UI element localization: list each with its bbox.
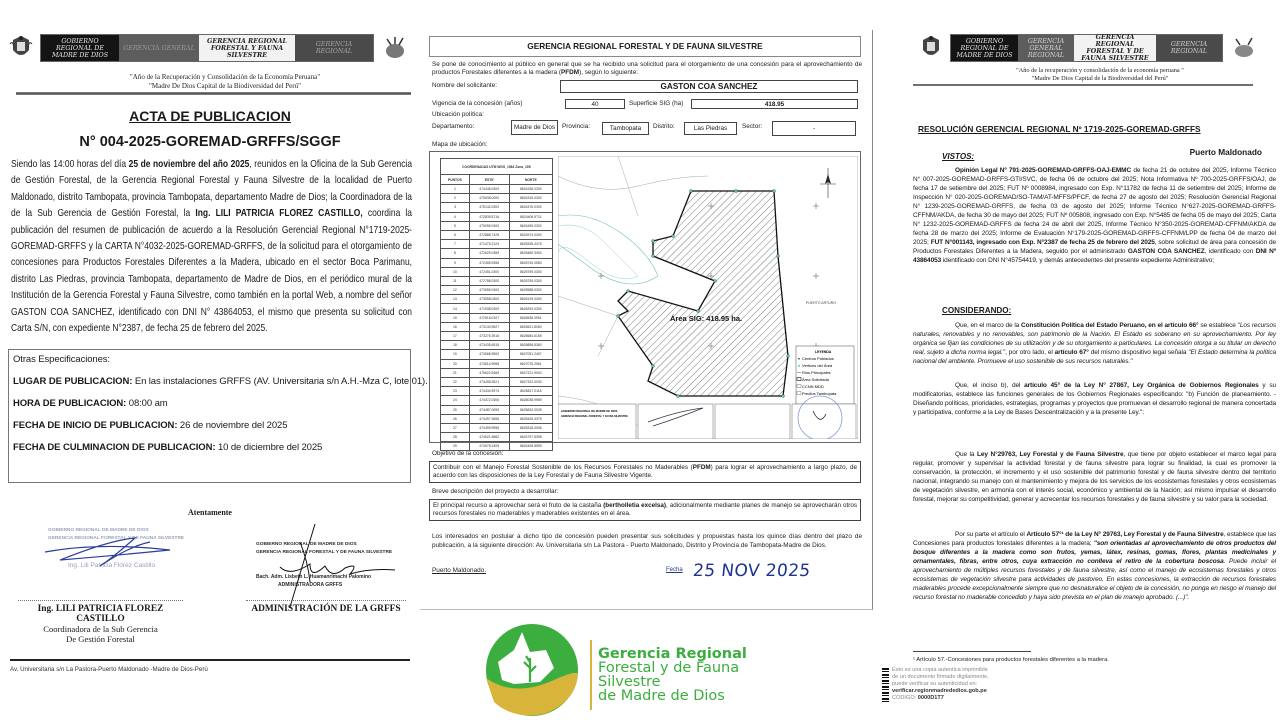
este-cell: 473568.9500 bbox=[469, 350, 509, 359]
stamp-2-line-2: GERENCIA REGIONAL FORESTAL Y DE FAUNA SILVESTRE bbox=[256, 550, 393, 555]
madre-de-dios-emblem-icon bbox=[1231, 33, 1257, 63]
point-cell: 4 bbox=[441, 212, 470, 221]
considerando-paragraph-4 bbox=[913, 531, 1276, 603]
description-text: , adicionalmente mediante planes de manejo se aprovecharán otros recursos forestales no maderables y maderables existentes en el área. bbox=[433, 502, 857, 517]
signatory-1-name: Ing. LILI PATRICIA FLOREZ CASTILLO bbox=[37, 604, 164, 624]
signature-2-scribble bbox=[250, 522, 400, 612]
c1-text: del mismo dispositivo legal señala bbox=[1088, 348, 1189, 356]
coordinate-row bbox=[441, 396, 553, 405]
point-cell: 8 bbox=[441, 249, 470, 258]
considerando-paragraph-2 bbox=[913, 382, 1276, 418]
considerando-paragraph-3 bbox=[913, 451, 1276, 505]
specifications-box bbox=[8, 349, 428, 483]
coordinate-row bbox=[441, 414, 553, 423]
letterhead-band-grffs: GERENCIA REGIONAL FORESTAL Y DE FAUNA SILVESTRE bbox=[1074, 35, 1156, 61]
norte-cell: 8625480.9454 bbox=[509, 249, 552, 258]
aviso-intro bbox=[432, 61, 862, 77]
point-cell: 13 bbox=[441, 295, 470, 304]
c3-bold: Ley N°29763, Ley Forestal y de Fauna Silvestre bbox=[977, 451, 1124, 458]
c4-quote: . Puede incluir el aprovechamiento de múltiples recursos forestales y de fauna silvestre, así como el manejo de ecosistemas forestales y otros ecosistemas de vegetación silvestre para actividades de pastoreo. En estas concesiones, la extracción de recursos forestales maderables procede excepcionalmente siempre que no desnaturalice el objeto de la concesión, no ponga en riesgo el manejo del recurso forestal no maderable concedido y haya sido prevista en el plan de manejo aprobado. (...)". bbox=[913, 557, 1276, 601]
este-cell: 475142.0300 bbox=[469, 203, 509, 212]
spec-row-lugar bbox=[13, 376, 428, 387]
este-cell: 473555.0300 bbox=[469, 286, 509, 295]
stamp-2-role: ADMINISTRADORA GRFFS bbox=[278, 582, 343, 588]
stamp-1-line-2: GERENCIA REGIONAL FORESTAL Y DE FAUNA SILVESTRE bbox=[48, 536, 185, 541]
coordinate-row bbox=[441, 359, 553, 368]
brand-text bbox=[598, 647, 800, 703]
point-cell: 24 bbox=[441, 396, 470, 405]
spec-row-culminacion bbox=[13, 442, 406, 453]
vistos-bold: Opinión Legal Nº 791-2025-GOREMAD-GRFFS-OAJ-EMMC bbox=[955, 167, 1132, 174]
coordinate-row bbox=[441, 221, 553, 230]
district-field: Las Piedras bbox=[684, 122, 737, 135]
legend-item-centros: Centros Poblados bbox=[802, 356, 834, 361]
este-cell: 474497.3656 bbox=[469, 414, 509, 423]
norte-cell: 8626817.0118 bbox=[509, 387, 552, 396]
coordinate-row bbox=[441, 313, 553, 322]
point-cell: 14 bbox=[441, 304, 470, 313]
spec-value: 26 de noviembre del 2025 bbox=[177, 420, 288, 431]
point-cell: 18 bbox=[441, 341, 470, 350]
este-cell: 474487.0055 bbox=[469, 405, 509, 414]
signature-1-scribble bbox=[40, 530, 180, 570]
department-label: Departamento: bbox=[432, 123, 475, 130]
footnote: ¹ Artículo 57.-Concesiones para productos forestales diferentes a la madera. bbox=[913, 657, 1109, 663]
acta-body-date: 25 de noviembre del año 2025 bbox=[128, 159, 250, 170]
coordinate-row bbox=[441, 185, 553, 194]
verify-code: 0000D1T7 bbox=[917, 695, 944, 701]
footer-rule bbox=[10, 659, 410, 661]
c1-bold-2: artículo 67° bbox=[1054, 348, 1089, 356]
legend-title: LEYENDA bbox=[815, 350, 832, 354]
validity-label: Vigencia de la concesión (años) bbox=[432, 100, 523, 107]
motto-line-2: "Madre De Dios Capital de la Biodiversidad del Perú" bbox=[1031, 74, 1169, 82]
objective-box bbox=[429, 461, 861, 483]
norte-cell: 8626129.0300 bbox=[509, 295, 552, 304]
header-rule bbox=[16, 92, 411, 95]
resolution-title: RESOLUCIÓN GERENCIAL REGIONAL Nº 1719-2025-GOREMAD-GRFFS bbox=[918, 124, 1201, 134]
c1-quote: "Los recursos naturales, renovables y no renovables, son patrimonio de la Nación. El Estado es soberano en su aprovechamiento. Por ley orgánica se fijan las condiciones de su utilización y de su otorgamiento a particulares. La concesión otorga a su titular un derecho real, sujeto a dicha norma legal." bbox=[913, 322, 1276, 356]
stamp-2-line-1: GOBIERNO REGIONAL DE MADRE DE DIOS bbox=[256, 542, 357, 547]
point-cell: 5 bbox=[441, 221, 470, 230]
norte-cell: 8625759.0300 bbox=[509, 276, 552, 285]
c1-bold: Constitución Política del Estado Peruano, en el artículo 66° bbox=[1021, 322, 1199, 329]
norte-cell: 8625740.0583 bbox=[509, 258, 552, 267]
este-cell: 471475.2124 bbox=[469, 240, 509, 249]
applicant-field: GASTON COA SANCHEZ bbox=[560, 80, 858, 93]
este-cell: 473435.6915 bbox=[469, 341, 509, 350]
c2-bold: artículo 45° de la Ley N° 27867, Ley Orgánica de Gobiernos Regionales bbox=[1024, 382, 1259, 389]
vistos-name: GASTON COA SANCHEZ bbox=[1127, 247, 1205, 255]
este-cell: 474434.9974 bbox=[469, 387, 509, 396]
motto-line-1: "Año de la recuperación y consolidación de la economía peruana " bbox=[1016, 67, 1184, 74]
acta-body bbox=[11, 157, 412, 337]
spec-label: HORA DE PUBLICACION: bbox=[13, 398, 127, 409]
spec-label: FECHA DE INICIO DE PUBLICACION: bbox=[13, 420, 178, 431]
este-cell: 472629.0385 bbox=[469, 249, 509, 258]
c4-bold: Artículo 57°¹ de la Ley N° 29763, Ley Forestal y de Fauna Silvestre bbox=[1026, 531, 1224, 538]
verify-line-3: puede verificar su autenticidad en: bbox=[892, 681, 978, 687]
point-cell: 20 bbox=[441, 359, 470, 368]
grffs-brand-logo bbox=[480, 618, 800, 720]
motto-line-2: "Madre De Dios Capital de la Biodiversidad del Perú" bbox=[149, 81, 301, 90]
considerando-paragraph-1 bbox=[913, 322, 1276, 367]
notice-text: Los interesados en postular a dicho tipo de concesión pueden presentar sus solicitudes y propuestas hasta los quince días dentro del plazo de publicación, a la siguiente dirección: Av. Universitaria s/n La Pastora - Puerto Maldonado, Distrito y Provincia de Tambopata-Madre de Dios. bbox=[432, 533, 862, 549]
resolucion-gerencial-document bbox=[880, 0, 1280, 720]
coordinate-row bbox=[441, 322, 553, 331]
forest-hand-logo-icon bbox=[484, 622, 580, 718]
point-cell: 27 bbox=[441, 423, 470, 432]
acta-body-text: , reunidos en la Oficina de la Sub Gerencia de Gestión Forestal, de la Gerencia Regional Forestal y Fauna Silvestre de la localidad de Puerto Maldonado, distrito Tambopata, provincia Tambopata, departamento Madre de Dios; la Coordinadora de la de la Sub Gerencia de Gestión Forestal, la bbox=[11, 159, 413, 220]
signatory-1-role: Coordinadora de la Sub Gerencia bbox=[43, 624, 158, 634]
este-cell: 472455.9356 bbox=[469, 258, 509, 267]
norte-cell: 8624574.0300 bbox=[509, 230, 552, 239]
este-cell: 472788.0300 bbox=[469, 276, 509, 285]
letterhead-band-gerencia-general: GERENCIA GENERAL bbox=[119, 35, 199, 61]
coordinate-row bbox=[441, 194, 553, 203]
norte-cell: 8625759.0300 bbox=[509, 267, 552, 276]
acta-body-text: Siendo las 14:00 horas del día bbox=[11, 159, 129, 170]
norte-cell: 8626858.8360 bbox=[509, 341, 552, 350]
map-label: Mapa de ubicación: bbox=[432, 141, 488, 148]
spec-value: En las instalaciones GRFFS (AV. Universitaria s/n A.H.-Mza C, lote 01). bbox=[132, 376, 428, 387]
column-header-este: ESTE bbox=[469, 175, 509, 185]
place-label: PUERTO ARTURO bbox=[806, 301, 836, 305]
norte-cell: 8624408.8559 bbox=[509, 442, 552, 451]
c3-text: , que tiene por objeto establecer el marco legal para regular, promover y supervisar la actividad forestal y de fauna silvestre para lograr su finalidad, la cual es promover la conservación, la protección, el incremento y el uso sostenible del patrimonio forestal y de fauna silvestre dentro del territorio nacional, integrando su manejo con el mantenimiento y mejora de los servicios de los ecosistemas forestales y otros ecosistemas de vegetación silvestre, en armonía con el interés social, económico y ambiental de la Nación; así mismo impulsar el desarrollo forestal, mejorar su competitividad, generar y acrecentar los recursos forestales y de fauna silvestre y su valor para la sociedad. bbox=[913, 451, 1276, 503]
legend-item-ccnn: CCNN MDD bbox=[802, 384, 824, 389]
point-cell: 2 bbox=[441, 194, 470, 203]
point-cell: 1 bbox=[441, 185, 470, 194]
letterhead-band-gobierno: GOBIERNO REGIONAL DE MADRE DE DIOS bbox=[41, 35, 119, 61]
letterhead-band-gerencia-regional: GERENCIA REGIONAL bbox=[1156, 35, 1222, 61]
vistos-text: identificado con DNI N°45754419, y demás antecedentes del presente expediente Administrativo; bbox=[941, 256, 1214, 264]
vistos-text: , sobre solicitud de área para concesión de Productos Forestales Diferentes a la Madera, seguido por el administrado bbox=[913, 238, 1276, 255]
este-cell: 473130.9527 bbox=[469, 322, 509, 331]
spec-value: 10 de diciembre del 2025 bbox=[215, 442, 323, 453]
footer-address: Av. Universitaria s/n La Pastora-Puerto Maldonado -Madre de Dios-Perú bbox=[10, 666, 208, 673]
legend-item-predios: Predios Tambopata bbox=[802, 391, 837, 396]
aviso-header: GERENCIA REGIONAL FORESTAL Y DE FAUNA SILVESTRE bbox=[429, 36, 861, 57]
norte-cell: 8624376.0300 bbox=[509, 203, 552, 212]
norte-cell: 8624336.0300 bbox=[509, 185, 552, 194]
point-cell: 25 bbox=[441, 405, 470, 414]
este-cell: 473614.9958 bbox=[469, 359, 509, 368]
brand-line-3: de Madre de Dios bbox=[598, 688, 725, 704]
point-cell: 17 bbox=[441, 332, 470, 341]
este-cell: 474578.2405 bbox=[469, 442, 509, 451]
norte-cell: 8626684.6165 bbox=[509, 332, 552, 341]
coordinate-row bbox=[441, 286, 553, 295]
aviso-intro-bold: PFDM bbox=[560, 69, 580, 76]
point-cell: 29 bbox=[441, 442, 470, 451]
sector-label: Sector: bbox=[742, 123, 763, 130]
considerando-heading: CONSIDERANDO: bbox=[942, 306, 1012, 315]
norte-cell: 8624797.5398 bbox=[509, 433, 552, 442]
vistos-label: VISTOS bbox=[942, 152, 972, 161]
norte-cell: 8625426.3375 bbox=[509, 414, 552, 423]
signatory-2 bbox=[246, 600, 406, 614]
coordinate-row bbox=[441, 230, 553, 239]
description-box bbox=[429, 499, 861, 521]
brand-separator bbox=[590, 640, 592, 710]
coordinate-row bbox=[441, 405, 553, 414]
objective-label: Objetivo de la concesión: bbox=[432, 450, 504, 457]
legend-item-rios: Rios Principales bbox=[802, 370, 831, 375]
map-legend bbox=[796, 346, 854, 404]
spec-label: FECHA DE CULMINACION DE PUBLICACION: bbox=[13, 442, 216, 453]
norte-cell: 8626521.8060 bbox=[509, 322, 552, 331]
acta-body-name: Ing. LILI PATRICIA FLOREZ CASTILLO, bbox=[195, 208, 363, 220]
objective-text: Contribuir con el Manejo Forestal Sostenible de los Recursos Forestales no Maderables ( bbox=[433, 464, 693, 471]
norte-cell: 8625832.0025 bbox=[509, 405, 552, 414]
coordinate-row bbox=[441, 368, 553, 377]
este-cell: 475538.0000 bbox=[469, 194, 509, 203]
coordinates-table bbox=[440, 158, 553, 451]
point-cell: 3 bbox=[441, 203, 470, 212]
coordinate-row bbox=[441, 249, 553, 258]
brand-line-1: Gerencia Regional bbox=[598, 646, 747, 662]
norte-cell: 8626536.0951 bbox=[509, 313, 552, 322]
column-header-puntos: PUNTOS bbox=[441, 175, 470, 185]
c2-text: Que, el inciso b), del bbox=[955, 382, 1025, 389]
closing-atentamente: Atentamente bbox=[188, 508, 232, 517]
area-label: Superficie SIG (ha) bbox=[629, 100, 684, 107]
area-field: 418.95 bbox=[691, 99, 858, 109]
aviso-publicacion-document bbox=[420, 30, 873, 610]
description-bold: (bertholletia excelsa) bbox=[603, 502, 667, 509]
peru-coat-of-arms-icon bbox=[8, 33, 34, 63]
point-cell: 11 bbox=[441, 276, 470, 285]
c4-bold-quote: "son orientadas al aprovechamiento de otros productos del bosque diferentes a la madera como son frutos, yemas, látex, resinas, gomas, flores, plantas medicinales y ornamentales, fibras, entre otros, cuya extracción no conlleva el retiro de la cobertura boscosa bbox=[913, 539, 1276, 565]
vistos-text: , identificado con bbox=[1204, 247, 1256, 255]
verify-url-link[interactable]: verificar.regionmadrededios.gob.pe bbox=[892, 688, 987, 694]
area-sig-label: Área SIG: 418.95 ha. bbox=[670, 314, 743, 323]
province-label: Provincia: bbox=[562, 123, 591, 130]
point-cell: 6 bbox=[441, 230, 470, 239]
vistos-bold-2: FUT N°001143, ingresado con Exp. N°2387 de fecha 25 de febrero del 2025 bbox=[930, 238, 1155, 246]
coordinate-row bbox=[441, 377, 553, 386]
location-map bbox=[429, 151, 861, 449]
validity-field: 40 bbox=[565, 99, 625, 109]
coordinate-row bbox=[441, 240, 553, 249]
spec-label: LUGAR DE PUBLICACION: bbox=[13, 376, 133, 387]
c2-text: y su modificatorias, establece las funciones generales de los Gobiernos Regionales especificando: "b) Función de planeamiento. - Diseñando políticas, prioridades, estrategias, programas y proyectos que promuevan el desarrollo regional de manera concertada y participativa, conforme a la Ley de Bases Descentralización y a la presente Ley."; bbox=[913, 382, 1277, 416]
coordinate-row bbox=[441, 332, 553, 341]
norte-cell: 8626038.9989 bbox=[509, 396, 552, 405]
coordinate-row bbox=[441, 423, 553, 432]
c4-text: , establece que las Concesiones para productos forestales diferentes a la madera; bbox=[913, 531, 1276, 547]
point-cell: 26 bbox=[441, 414, 470, 423]
coordinate-row bbox=[441, 387, 553, 396]
este-cell: 474408.3521 bbox=[469, 377, 509, 386]
letterhead-band-gerencia-regional: GERENCIA REGIONAL bbox=[295, 35, 373, 61]
norte-cell: 8624406.9711 bbox=[509, 212, 552, 221]
este-cell: 472451.0300 bbox=[469, 267, 509, 276]
coordinate-row bbox=[441, 212, 553, 221]
este-cell: 473275.3916 bbox=[469, 332, 509, 341]
signatory-1-role-2: De Gestión Forestal bbox=[66, 634, 135, 644]
norte-cell: 8625318.0006 bbox=[509, 423, 552, 432]
signatory-2-name: ADMINISTRACIÓN DE LA GRFFS bbox=[251, 604, 401, 614]
district-label: Distrito: bbox=[653, 123, 675, 130]
coordinate-row bbox=[441, 304, 553, 313]
aviso-intro-text: Se pone de conocimiento al público en general que se ha recibido una solicitud para el otorgamiento de una concesión para el aprovechamiento de productos Forestales diferentes a la madera ( bbox=[432, 61, 862, 76]
point-cell: 12 bbox=[441, 286, 470, 295]
este-cell: 474499.9956 bbox=[469, 423, 509, 432]
coordinate-row bbox=[441, 276, 553, 285]
point-cell: 16 bbox=[441, 322, 470, 331]
norte-cell: 8625335.4476 bbox=[509, 240, 552, 249]
motto-line-1: "Año de la Recuperación y Consolidación de la Economía Peruana" bbox=[129, 73, 321, 81]
c3-text: Que la bbox=[955, 451, 978, 458]
verify-line-1: Esto es una copia autentica imprimible bbox=[892, 667, 988, 673]
province-field: Tambopata bbox=[602, 122, 649, 135]
column-header-norte: NORTE bbox=[509, 175, 552, 185]
este-cell: 471938.0300 bbox=[469, 304, 509, 313]
aviso-intro-text: ), según lo siguiente: bbox=[579, 69, 639, 76]
norte-cell: 8626294.0300 bbox=[509, 304, 552, 313]
coordinates-table-title: COORDENADAS UTM WGS_1984 Zona_19S bbox=[441, 159, 553, 175]
c1-text: se establece bbox=[1198, 322, 1238, 329]
verify-line-2: de un documento firmado digitalmente, bbox=[892, 674, 989, 680]
coordinate-row bbox=[441, 433, 553, 442]
qr-code-icon bbox=[882, 668, 889, 702]
coordinate-row bbox=[441, 341, 553, 350]
spec-row-hora bbox=[13, 398, 406, 409]
legend-item-area: Área Solicitada bbox=[802, 377, 829, 382]
point-cell: 21 bbox=[441, 368, 470, 377]
resolution-place: Puerto Maldonado bbox=[1189, 147, 1262, 157]
signatory-1 bbox=[18, 600, 183, 644]
spec-value: 08:00 am bbox=[126, 398, 168, 409]
coordinate-row bbox=[441, 203, 553, 212]
point-cell: 7 bbox=[441, 240, 470, 249]
vistos-paragraph bbox=[913, 167, 1276, 265]
objective-text: ) para lograr el aprovechamiento a largo plazo, de acuerdo con las disposiciones de la Ley Forestal y de Fauna Silvestre Vigente. bbox=[433, 464, 857, 479]
verify-code-label: CODIGO: bbox=[892, 695, 918, 701]
este-cell: 474446.0300 bbox=[469, 185, 509, 194]
c1-text: , por otro lado, el bbox=[1005, 348, 1055, 356]
c1-quote-2: "El Estado determina la política nacional del ambiente. Promueve el uso sostenible de sus recursos naturales." bbox=[913, 348, 1276, 365]
este-cell: 472916.0107 bbox=[469, 313, 509, 322]
point-cell: 23 bbox=[441, 387, 470, 396]
letterhead-right bbox=[918, 33, 1257, 63]
c4-text: Por su parte el artículo el bbox=[955, 531, 1027, 538]
acta-number: N° 004-2025-GOREMAD-GRFFS/SGGF bbox=[79, 134, 341, 150]
vistos-heading: VISTOS: bbox=[942, 152, 975, 161]
acta-body-text: coordina la publicación del resumen de publicación de acuerdo a la Resolución Gerencial Regional N°1719-2025-GOREMAD-GRFFS y la CARTA N°4032-2025-GOREMAD-GRFFS, de la solicitud para el otorgamiento de concesiones para Productos Forestales Diferentes a la Madera, ubicado en el sector Boca Parimanu, distrito Las Piedras, provincia Tambopata, departamento de Madre de Dios, en el periódico mural de la Institución de la Gerencia Forestal y Fauna Silvestre, como también en la portal Web, a nombre del señor GASTON COA SANCHEZ, identificado con DNI N° 43864053, el mismo que presenta su solicitud con Carta S/N, con expediente N°2387, de fecha 25 de febrero del 2025. bbox=[11, 208, 412, 335]
norte-cell: 8624495.0300 bbox=[509, 221, 552, 230]
este-cell: 475622.5365 bbox=[469, 368, 509, 377]
acta-de-publicacion-document bbox=[0, 0, 428, 720]
coordinate-row bbox=[441, 267, 553, 276]
norte-cell: 8624316.0300 bbox=[509, 194, 552, 203]
legend-item-vertices: Vertices del Área bbox=[802, 363, 833, 368]
point-cell: 28 bbox=[441, 433, 470, 442]
date-stamp: 25 NOV 2025 bbox=[691, 561, 812, 581]
point-cell: 19 bbox=[441, 350, 470, 359]
este-cell: 472835.5716 bbox=[469, 212, 509, 221]
c1-text: Que, en el marco de la bbox=[955, 322, 1022, 329]
specifications-header: Otras Especificaciones: bbox=[13, 354, 110, 365]
date-label: Fecha bbox=[666, 567, 683, 573]
brand-line-2: Forestal y de Fauna Silvestre bbox=[598, 660, 740, 690]
letterhead-band-grffs: GERENCIA REGIONAL FORESTAL Y FAUNA SILVESTRE bbox=[199, 35, 295, 61]
letterhead-band-gobierno: GOBIERNO REGIONAL DE MADRE DE DIOS bbox=[951, 35, 1018, 61]
norte-cell: 8627322.0030 bbox=[509, 377, 552, 386]
place-text: Puerto Maldonado. bbox=[432, 567, 487, 574]
location-label: Ubicación política: bbox=[432, 111, 484, 118]
description-label: Breve descripción del proyecto a desarrollar: bbox=[432, 488, 559, 495]
stamp-1-line-1: GOBIERNO REGIONAL DE MADRE DE DIOS bbox=[48, 528, 149, 533]
point-cell: 9 bbox=[441, 258, 470, 267]
sector-field: - bbox=[772, 121, 856, 136]
vistos-text: de fecha 21 de octubre del 2025, Informe Técnico N° 007-2025-GOREMAD-GRFFS-GTI/SVC, de fecha 06 de octubre del 2025; Nota Informativa Nº 700-2025-GRFFS/OAJ, de fecha 17 de setiembre del 2025; FUT Nº 0008984, ingresado con Exp. N°11782 de fecha 11 de setiembre del 2025; Informe de Inspección N° 020-2025-GOREMAD/SO-TAM/AT-MFFS/PFCF, de fecha 27 de agosto del 2025; Resolución Gerencial Regional N° 1239-2025-GOREMAD-GRFFS, de fecha 03 de agosto del 2025; Informe Técnico N°627-2025-GOREMAD-GRFFS-CFFNM/AKDA, de fecha 30 de mayo del 2025; FUT Nº 005808, ingresado con Exp. N°5485 de fecha 05 de mayo del 2025; Carta N° 1232-2025-GOREMAD-GRFFS de fecha 24 de abril del 2025, Informe Técnico N°350-2025-GOREMAD-CFFNM/AKDA de fecha 28 de marzo del 2025; Informe de Evaluación N°179-2025-GOREMAD-GRFFS-CFFNM/LPP de fecha 04 de marzo del 2025; bbox=[913, 167, 1276, 246]
este-cell: 474472.0306 bbox=[469, 396, 509, 405]
letterhead-band-gerencia-general: GERENCIA GENERAL REGIONAL bbox=[1018, 35, 1074, 61]
coordinate-row bbox=[441, 350, 553, 359]
acta-title: ACTA DE PUBLICACION bbox=[129, 108, 291, 124]
point-cell: 22 bbox=[441, 377, 470, 386]
verification-notice bbox=[892, 667, 989, 702]
objective-bold: PFDM bbox=[692, 464, 711, 471]
spec-row-inicio bbox=[13, 420, 406, 431]
letterhead bbox=[8, 33, 408, 63]
stamp-1-name: Ing. Lili Patricia Florez Castillo bbox=[68, 562, 156, 569]
department-field: Madre de Dios bbox=[511, 120, 558, 135]
point-cell: 10 bbox=[441, 267, 470, 276]
point-cell: 15 bbox=[441, 313, 470, 322]
titleblock-line-2: GERENCIA REGIONAL FORESTAL Y FAUNA SILVESTRE bbox=[561, 415, 628, 418]
footnote-rule bbox=[913, 651, 1031, 652]
peru-coat-of-arms-icon bbox=[918, 33, 944, 63]
header-rule bbox=[913, 84, 1253, 86]
applicant-label: Nombre del solicitante: bbox=[432, 82, 498, 89]
coordinate-row bbox=[441, 258, 553, 267]
norte-cell: 8627051.2457 bbox=[509, 350, 552, 359]
este-cell: 473558.0300 bbox=[469, 295, 509, 304]
titleblock-line-1: GOBIERNO REGIONAL DE MADRE DE DIOS bbox=[561, 410, 618, 413]
norte-cell: 8625588.0300 bbox=[509, 286, 552, 295]
map-canvas bbox=[558, 156, 858, 439]
stamp-2-name: Bach. Adm. Lisbeth L. Huamanrimachi Palomino bbox=[256, 574, 372, 580]
coordinate-row bbox=[441, 295, 553, 304]
vistos-dni: DNI Nº 43864053 bbox=[913, 247, 1276, 264]
norte-cell: 8627221.9000 bbox=[509, 368, 552, 377]
este-cell: 474521.5882 bbox=[469, 433, 509, 442]
description-text: El principal recurso a aprovechar será el fruto de la castaña bbox=[433, 502, 604, 509]
este-cell: 475055.0300 bbox=[469, 221, 509, 230]
madre-de-dios-emblem-icon bbox=[382, 33, 408, 63]
este-cell: 472888.7425 bbox=[469, 230, 509, 239]
norte-cell: 8627075.2561 bbox=[509, 359, 552, 368]
